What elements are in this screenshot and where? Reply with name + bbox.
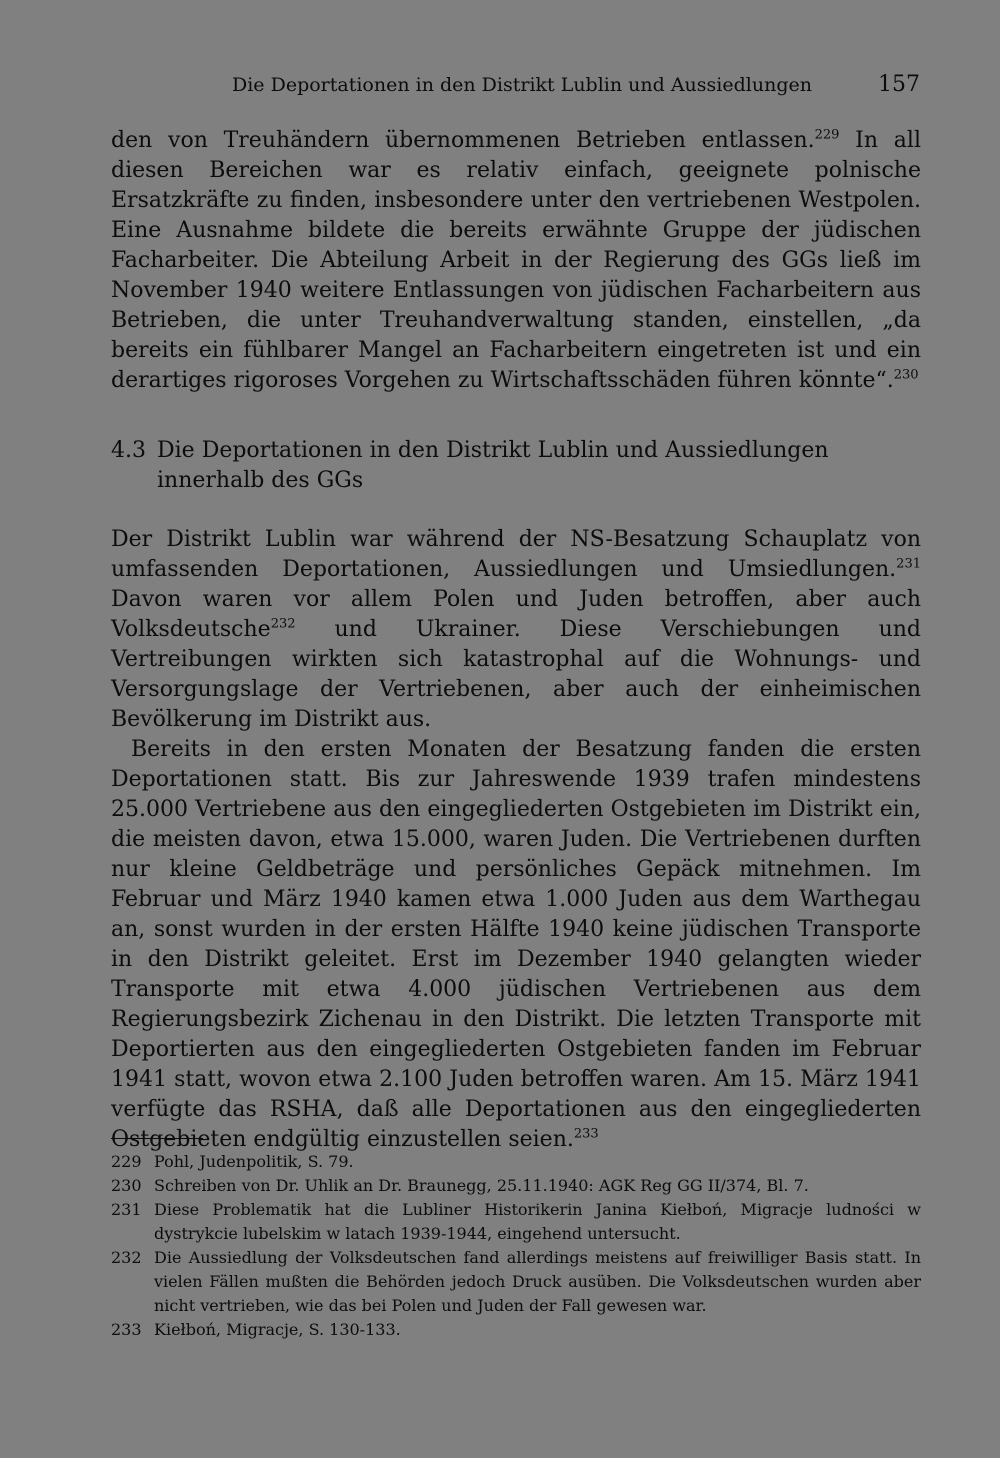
- footnote-text: Die Aussiedlung der Volksdeutschen fand allerdings meistens auf freiwilliger Basis statt. In vielen Fällen mußten die Behörden jedoch Druck ausüben. Die Volksdeutschen wurden aber nicht vertrieben, wie das bei Polen und Juden der Fall gewesen war.: [154, 1248, 921, 1315]
- paragraph-text: und Ukrainer. Diese Verschiebungen und Vertreibungen wirkten sich katastrophal auf die Wohnungs- und Versorgungslage der Vertriebenen, aber auch der einheimischen Bevölkerung im Distrikt aus.: [111, 617, 921, 732]
- section-number: 4.3: [111, 438, 146, 463]
- section-title: Die Deportationen in den Distrikt Lublin und Aussiedlungen innerhalb des GGs: [157, 438, 829, 493]
- paragraph-2: [111, 525, 921, 735]
- footnote-text: Schreiben von Dr. Uhlik an Dr. Braunegg, 25.11.1940: AGK Reg GG II/374, Bl. 7.: [154, 1176, 809, 1195]
- footnote-ref: 232: [270, 616, 296, 632]
- footnote-text: Kiełboń, Migracje, S. 130-133.: [154, 1320, 401, 1339]
- paragraph-1: [111, 126, 921, 396]
- footnote: [111, 1150, 921, 1174]
- running-header: [232, 72, 920, 97]
- footnote-number: 233: [111, 1320, 142, 1339]
- footnote-separator: [111, 1138, 203, 1139]
- page-number: 157: [878, 72, 920, 97]
- footnote: [111, 1318, 921, 1342]
- footnote-ref: 230: [893, 367, 919, 383]
- running-title: Die Deportationen in den Distrikt Lublin und Aussiedlungen: [232, 74, 812, 96]
- footnote: [111, 1174, 921, 1198]
- footnote-number: 232: [111, 1248, 142, 1267]
- footnote-text: Diese Problematik hat die Lubliner Historikerin Janina Kiełboń, Migracje ludności w dystrykcie lubelskim w latach 1939-1944, eingehend untersucht.: [154, 1200, 921, 1243]
- footnote-ref: 229: [814, 127, 840, 143]
- footnote: [111, 1246, 921, 1318]
- footnote-text: Pohl, Judenpolitik, S. 79.: [154, 1152, 354, 1171]
- paragraph-3: [111, 735, 921, 1155]
- paragraph-text: Davon waren vor allem Polen und Juden betroffen, aber auch Volksdeutsche: [111, 587, 921, 642]
- footnotes: [111, 1150, 921, 1342]
- section-heading: [111, 436, 921, 496]
- footnote-number: 230: [111, 1176, 142, 1195]
- section-body: [111, 525, 921, 1155]
- paragraph-text: Der Distrikt Lublin war während der NS-Besatzung Schauplatz von umfassenden Deportationen, Aussiedlungen und Umsiedlungen.: [111, 527, 921, 582]
- footnote-ref: 231: [896, 556, 921, 572]
- paragraph-text: In all diesen Bereichen war es relativ einfach, geeignete polnische Ersatzkräfte zu finden, insbesondere unter den vertriebenen Westpolen. Eine Ausnahme bildete die bereits erwähnte Gruppe der jüdischen Facharbeiter. Die Abteilung Arbeit in der Regierung des GGs ließ im November 1940 weitere Entlassungen von jüdischen Facharbeitern aus Betrieben, die unter Treuhandverwaltung standen, einstellen, „da bereits ein fühlbarer Mangel an Facharbeitern eingetreten ist und ein derartiges rigoroses Vorgehen zu Wirtschaftsschäden führen könnte“.: [111, 128, 921, 393]
- footnote-number: 229: [111, 1152, 142, 1171]
- paragraph-text: Bereits in den ersten Monaten der Besatzung fanden die ersten Deportationen statt. Bis zur Jahreswende 1939 trafen mindestens 25.000 Vertriebene aus den eingegliederten Ostgebieten im Distrikt ein, die meisten davon, etwa 15.000, waren Juden. Die Vertriebenen durften nur kleine Geldbeträge und persönliches Gepäck mitnehmen. Im Februar und März 1940 kamen etwa 1.000 Juden aus dem Warthegau an, sonst wurden in der ersten Hälfte 1940 keine jüdischen Transporte in den Distrikt geleitet. Erst im Dezember 1940 gelangten wieder Transporte mit etwa 4.000 jüdischen Vertriebenen aus dem Regierungsbezirk Zichenau in den Distrikt. Die letzten Transporte mit Deportierten aus den eingegliederten Ostgebieten fanden im Februar 1941 statt, wovon etwa 2.100 Juden betroffen waren. Am 15. März 1941 verfügte das RSHA, daß alle Deportationen aus den eingegliederten Ostgebieten endgültig einzustellen seien.: [111, 737, 921, 1152]
- footnote-number: 231: [111, 1200, 142, 1219]
- footnote-ref: 233: [573, 1126, 599, 1142]
- footnote: [111, 1198, 921, 1246]
- paragraph-text: den von Treuhändern übernommenen Betrieben entlassen.: [111, 128, 815, 153]
